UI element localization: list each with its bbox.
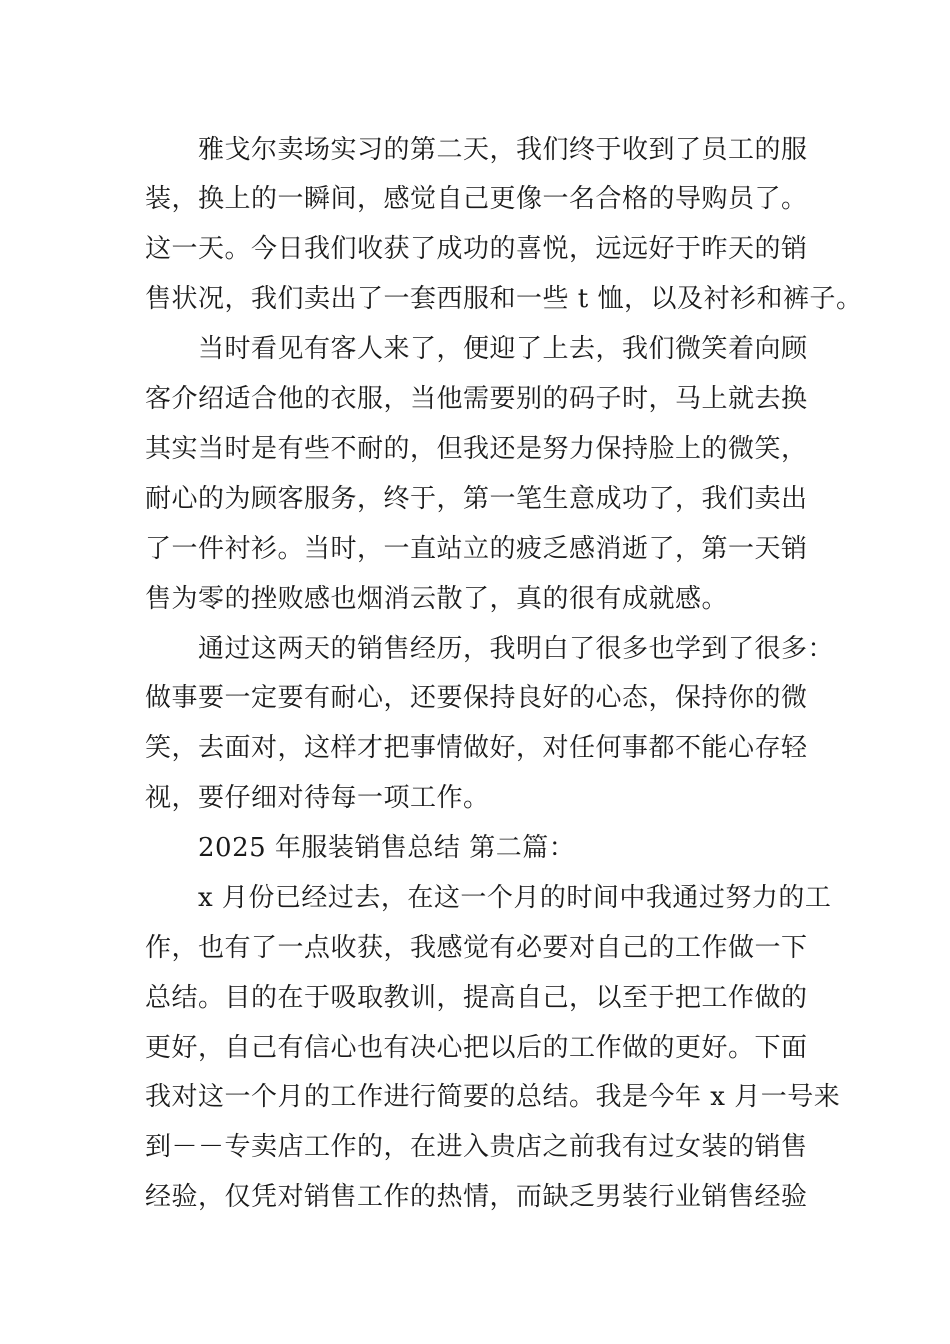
text-line: 更好，自己有信心也有决心把以后的工作做的更好。下面 [145,1033,808,1063]
text-line: 通过这两天的销售经历，我明白了很多也学到了很多： [198,634,835,664]
text-line: 售状况，我们卖出了一套西服和一些 t 恤，以及衬衫和裤子。 [145,284,863,314]
text-line: 耐心的为顾客服务，终于，第一笔生意成功了，我们卖出 [145,484,808,514]
section-heading: 2025 年服装销售总结 第二篇： [198,833,576,863]
text-line: 这一天。今日我们收获了成功的喜悦，远远好于昨天的销 [145,234,808,264]
text-line: 笑，去面对，这样才把事情做好，对任何事都不能心存轻 [145,733,808,763]
text-line: 售为零的挫败感也烟消云散了，真的很有成就感。 [145,584,729,614]
text-line: 雅戈尔卖场实习的第二天，我们终于收到了员工的服 [198,135,808,165]
text-line: 我对这一个月的工作进行简要的总结。我是今年 x 月一号来 [145,1082,841,1112]
text-line: 其实当时是有些不耐的，但我还是努力保持脸上的微笑， [145,434,808,464]
text-line: 经验，仅凭对销售工作的热情，而缺乏男装行业销售经验 [145,1182,808,1212]
text-line: x 月份已经过去，在这一个月的时间中我通过努力的工 [198,883,832,913]
text-line: 当时看见有客人来了，便迎了上去，我们微笑着向顾 [198,334,808,364]
text-line: 视，要仔细对待每一项工作。 [145,783,490,813]
text-line: 客介绍适合他的衣服，当他需要别的码子时，马上就去换 [145,384,808,414]
text-line: 了一件衬衫。当时，一直站立的疲乏感消逝了，第一天销 [145,534,808,564]
text-line: 做事要一定要有耐心，还要保持良好的心态，保持你的微 [145,683,808,713]
text-line: 作，也有了一点收获，我感觉有必要对自己的工作做一下 [145,933,808,963]
text-line: 到－－专卖店工作的，在进入贵店之前我有过女装的销售 [145,1132,808,1162]
text-line: 总结。目的在于吸取教训，提高自己，以至于把工作做的 [145,983,808,1013]
text-line: 装，换上的一瞬间，感觉自己更像一名合格的导购员了。 [145,184,808,214]
